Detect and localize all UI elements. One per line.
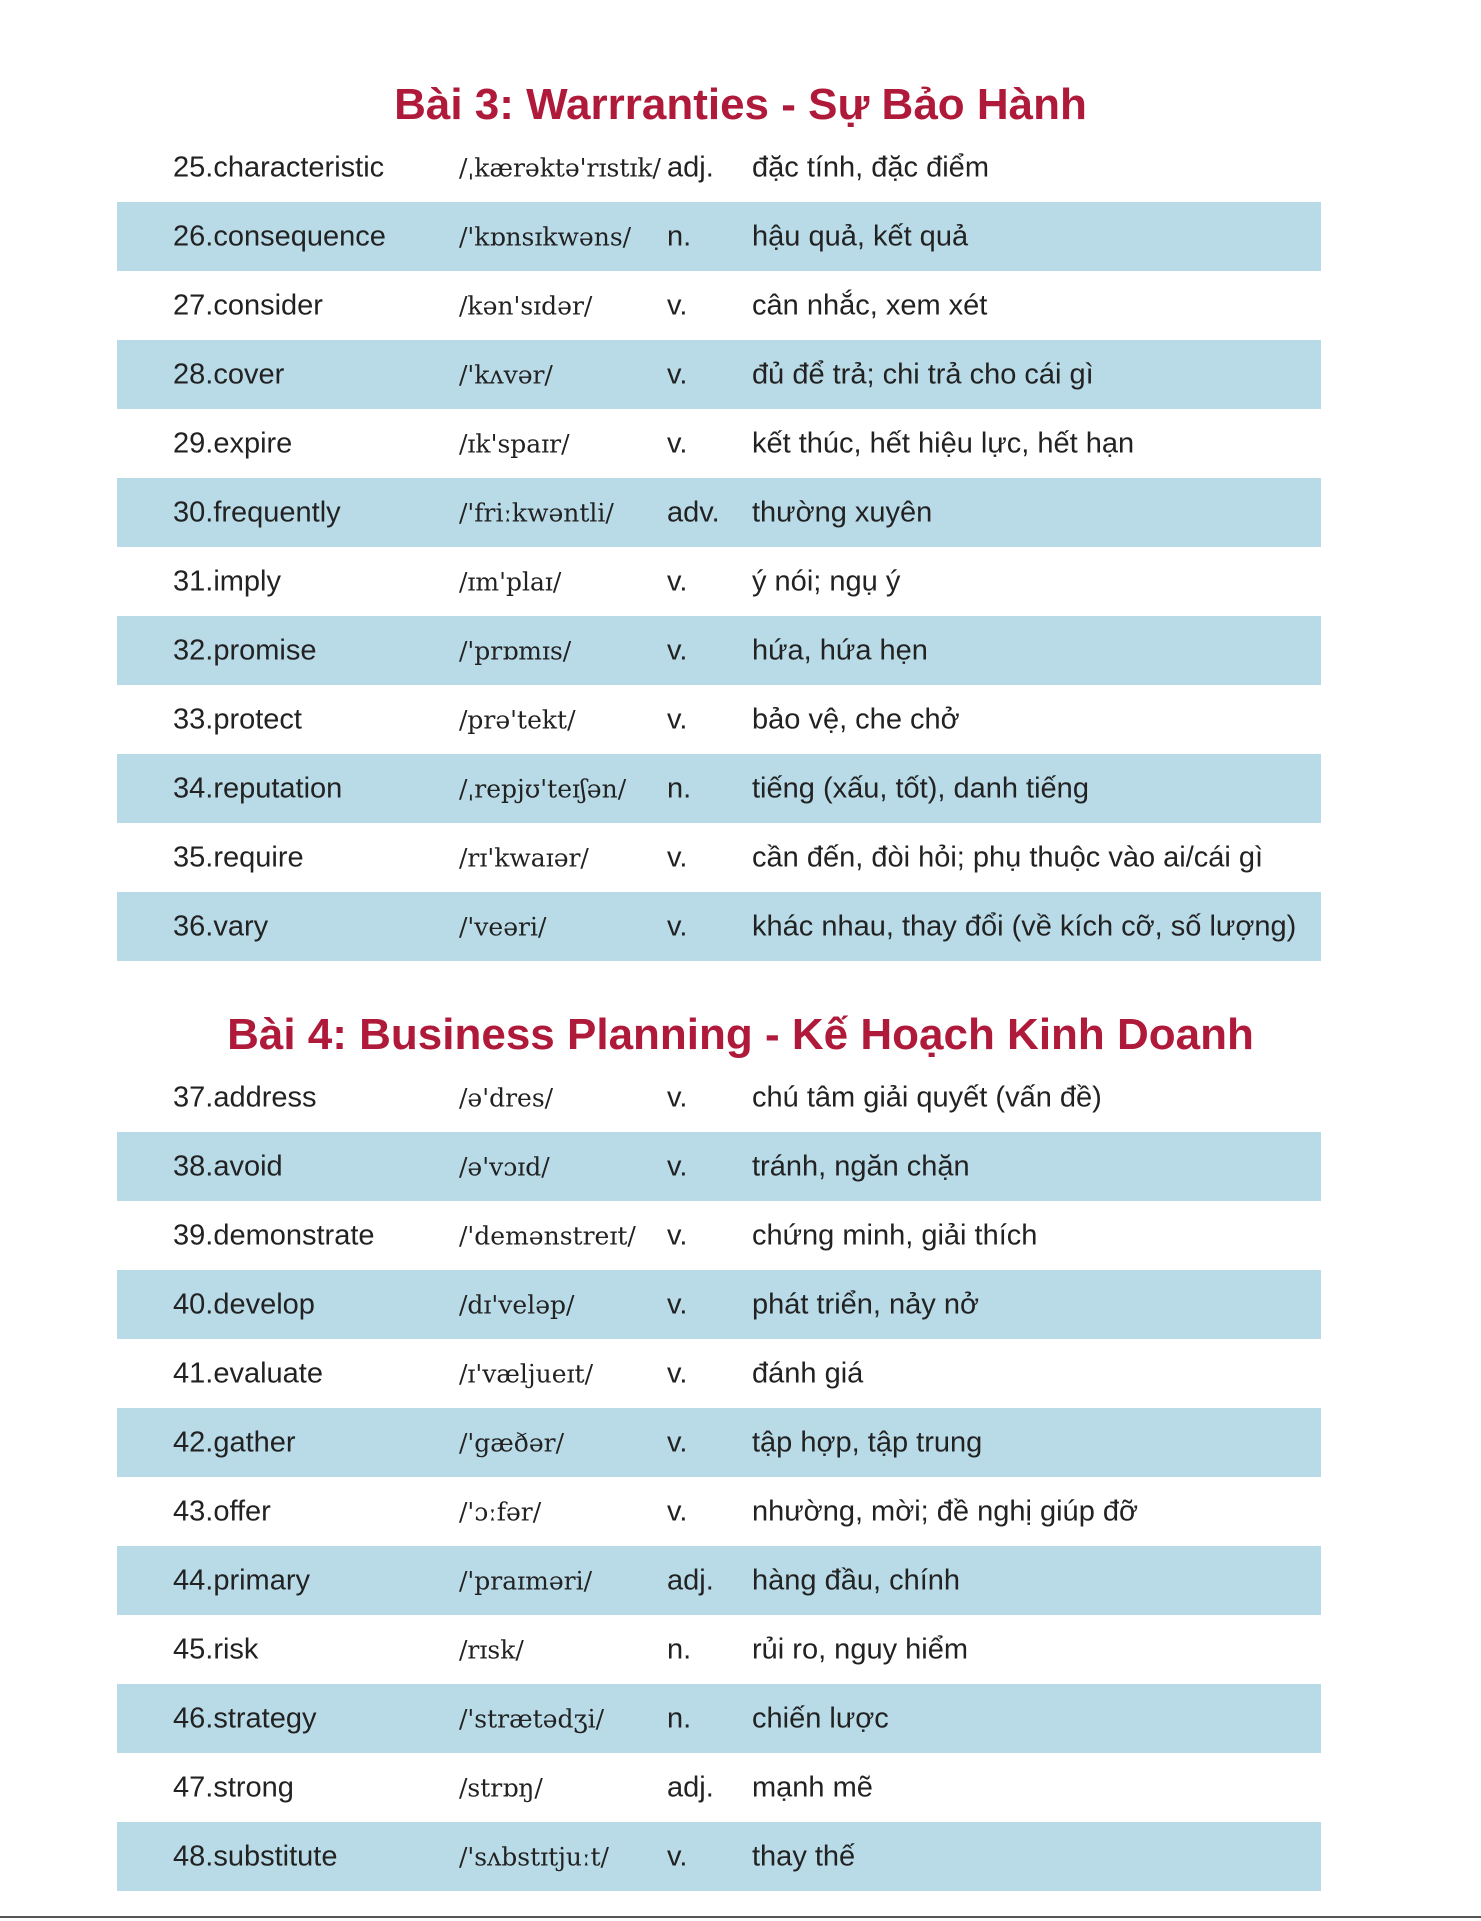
vocab-ipa: /dɪ'veləp/ [459,1290,575,1319]
vocab-meaning: chiến lược [752,1702,889,1734]
vocab-meaning: đủ để trả; chi trả cho cái gì [752,358,1094,390]
vocab-term: gather [213,1426,296,1458]
vocab-row [117,1546,1321,1615]
vocab-word [173,151,384,184]
vocab-ipa: /'sʌbstɪtjuːt/ [459,1842,609,1871]
vocab-part-of-speech: v. [667,910,688,942]
vocab-meaning: đánh giá [752,1357,864,1389]
vocab-number: 32. [173,634,214,666]
vocab-part-of-speech: v. [667,841,688,873]
vocab-word [173,703,302,736]
vocab-row [117,478,1321,547]
vocab-part-of-speech: v. [667,565,688,597]
vocab-part-of-speech: adj. [667,151,714,183]
vocab-number: 25. [173,151,214,183]
vocab-number: 40. [173,1288,214,1320]
vocab-term: substitute [213,1840,338,1872]
vocab-number: 30. [173,496,214,528]
vocab-part-of-speech: adj. [667,1564,714,1596]
vocab-ipa: /prə'tekt/ [459,705,576,734]
vocab-ipa: /ˌrepjʊ'teɪʃən/ [459,774,627,803]
vocab-term: frequently [213,496,341,528]
vocab-word [173,1288,315,1321]
lesson-4-title: Bài 4: Business Planning - Kế Hoạch Kinh Doanh [227,1010,1254,1059]
vocab-part-of-speech: v. [667,1288,688,1320]
vocab-number: 45. [173,1633,214,1665]
vocab-word [173,220,386,253]
vocab-row [117,271,1321,340]
vocab-part-of-speech: v. [667,1495,688,1527]
vocab-word [173,565,281,598]
vocab-word [173,358,284,391]
vocab-ipa: /'prɒmɪs/ [459,636,572,665]
vocab-row [117,1753,1321,1822]
vocab-word [173,1702,317,1735]
vocab-word [173,841,304,874]
vocab-ipa: /ə'dres/ [459,1083,554,1112]
vocab-ipa: /'ɔːfər/ [459,1497,542,1526]
vocab-term: consequence [213,220,386,252]
vocab-part-of-speech: adv. [667,496,720,528]
vocab-word [173,1495,271,1528]
vocab-word [173,1564,310,1597]
vocab-meaning: chú tâm giải quyết (vấn đề) [752,1081,1102,1113]
vocab-ipa: /rɪ'kwaɪər/ [459,843,589,872]
vocab-part-of-speech: v. [667,358,688,390]
vocab-term: address [213,1081,317,1113]
vocab-term: vary [213,910,269,942]
vocab-term: strategy [213,1702,317,1734]
vocab-number: 28. [173,358,214,390]
vocab-meaning: thay thế [752,1840,856,1872]
vocab-ipa: /ɪk'spaɪr/ [459,429,570,458]
vocab-ipa: /'demənstreɪt/ [459,1221,636,1250]
vocab-row [117,1270,1321,1339]
vocab-part-of-speech: v. [667,634,688,666]
lesson-3-vocab-table [117,133,1321,961]
vocab-meaning: tránh, ngăn chặn [752,1150,970,1182]
vocab-part-of-speech: n. [667,1633,692,1665]
vocab-term: promise [213,634,317,666]
vocab-ipa: /'friːkwəntli/ [459,498,614,527]
vocab-term: offer [213,1495,271,1527]
vocab-term: demonstrate [213,1219,375,1251]
vocab-ipa: /ˌkærəktə'rɪstɪk/ [459,153,661,182]
vocab-number: 41. [173,1357,214,1389]
vocab-term: consider [213,289,323,321]
vocab-term: expire [213,427,293,459]
vocab-row [117,1063,1321,1132]
vocab-number: 29. [173,427,214,459]
vocab-word [173,634,316,667]
vocab-word [173,1633,258,1666]
vocab-part-of-speech: n. [667,220,692,252]
vocab-meaning: hứa, hứa hẹn [752,634,928,666]
vocab-word [173,1840,337,1873]
vocab-row [117,1822,1321,1891]
vocab-number: 37. [173,1081,214,1113]
vocab-meaning: thường xuyên [752,496,933,528]
vocab-part-of-speech: v. [667,1150,688,1182]
vocab-term: strong [213,1771,294,1803]
vocab-number: 26. [173,220,214,252]
vocab-row [117,202,1321,271]
vocab-term: characteristic [213,151,385,183]
vocab-row [117,1477,1321,1546]
vocab-term: avoid [213,1150,283,1182]
vocab-row [117,340,1321,409]
vocab-term: require [213,841,304,873]
bottom-divider [0,1916,1481,1918]
vocab-part-of-speech: n. [667,772,692,804]
vocab-meaning: hậu quả, kết quả [752,220,969,252]
vocab-word [173,910,268,943]
vocab-row [117,547,1321,616]
vocab-ipa: /'gæðər/ [459,1428,565,1457]
vocab-meaning: ý nói; ngụ ý [752,565,901,597]
vocab-row [117,1132,1321,1201]
vocab-row [117,754,1321,823]
vocab-term: evaluate [213,1357,323,1389]
vocab-meaning: chứng minh, giải thích [752,1219,1038,1251]
vocab-number: 46. [173,1702,214,1734]
vocab-number: 44. [173,1564,214,1596]
vocab-word [173,772,342,805]
vocab-part-of-speech: v. [667,1219,688,1251]
vocab-meaning: kết thúc, hết hiệu lực, hết hạn [752,427,1135,459]
vocab-number: 38. [173,1150,214,1182]
vocab-word [173,1081,317,1114]
vocab-meaning: mạnh mẽ [752,1771,873,1803]
vocab-part-of-speech: v. [667,289,688,321]
vocab-number: 33. [173,703,214,735]
vocab-ipa: /kən'sɪdər/ [459,291,593,320]
vocab-number: 35. [173,841,214,873]
vocab-term: protect [213,703,302,735]
vocab-number: 48. [173,1840,214,1872]
vocab-ipa: /ɪ'væljueɪt/ [459,1359,594,1388]
vocab-part-of-speech: v. [667,703,688,735]
vocab-meaning: phát triển, nảy nở [752,1288,979,1320]
vocab-row [117,823,1321,892]
vocab-word [173,1357,323,1390]
vocab-meaning: tập hợp, tập trung [752,1426,983,1458]
vocab-meaning: đặc tính, đặc điểm [752,151,989,183]
vocab-ipa: /rɪsk/ [459,1635,524,1664]
vocab-ipa: /'veəri/ [459,912,547,941]
vocab-term: cover [213,358,285,390]
vocab-number: 34. [173,772,214,804]
vocab-ipa: /'kɒnsɪkwəns/ [459,222,632,251]
vocab-number: 36. [173,910,214,942]
vocab-part-of-speech: v. [667,1426,688,1458]
vocab-row [117,133,1321,202]
vocab-row [117,1339,1321,1408]
vocab-row [117,1615,1321,1684]
vocab-word [173,427,292,460]
lesson-4-vocab-table [117,1063,1321,1891]
vocab-meaning: hàng đầu, chính [752,1564,961,1596]
vocab-term: risk [213,1633,259,1665]
vocab-number: 43. [173,1495,214,1527]
vocab-row [117,685,1321,754]
vocab-word [173,1150,283,1183]
vocab-meaning: bảo vệ, che chở [752,703,960,735]
vocab-row [117,1408,1321,1477]
vocab-word [173,496,341,529]
vocab-term: reputation [213,772,343,804]
vocab-ipa: /ɪm'plaɪ/ [459,567,562,596]
vocab-meaning: rủi ro, nguy hiểm [752,1633,968,1665]
vocab-part-of-speech: adj. [667,1771,714,1803]
vocab-number: 39. [173,1219,214,1251]
vocab-word [173,1771,294,1804]
vocab-row [117,409,1321,478]
vocab-part-of-speech: v. [667,427,688,459]
vocab-term: imply [213,565,281,597]
vocab-meaning: khác nhau, thay đổi (về kích cỡ, số lượng) [752,910,1297,942]
vocab-meaning: cần đến, đòi hỏi; phụ thuộc vào ai/cái gì [752,841,1264,873]
vocab-part-of-speech: v. [667,1081,688,1113]
vocab-meaning: tiếng (xấu, tốt), danh tiếng [752,772,1089,804]
vocab-term: develop [213,1288,315,1320]
vocab-row [117,1684,1321,1753]
vocab-part-of-speech: n. [667,1702,692,1734]
vocab-word [173,1219,375,1252]
vocab-term: primary [213,1564,310,1596]
lesson-3-title: Bài 3: Warrranties - Sự Bảo Hành [394,80,1087,129]
vocab-ipa: /'praɪməri/ [459,1566,593,1595]
vocab-row [117,1201,1321,1270]
vocab-number: 27. [173,289,214,321]
vocab-row [117,892,1321,961]
vocab-number: 42. [173,1426,214,1458]
vocab-number: 31. [173,565,214,597]
vocab-ipa: /'kʌvər/ [459,360,553,389]
vocab-word [173,289,323,322]
vocab-part-of-speech: v. [667,1357,688,1389]
vocab-ipa: /strɒŋ/ [459,1773,543,1802]
vocab-word [173,1426,296,1459]
vocab-meaning: nhường, mời; đề nghị giúp đỡ [752,1495,1139,1527]
vocab-ipa: /'strætədʒi/ [459,1704,604,1733]
vocab-ipa: /ə'vɔɪd/ [459,1152,550,1181]
vocab-meaning: cân nhắc, xem xét [752,289,988,321]
vocab-part-of-speech: v. [667,1840,688,1872]
vocab-number: 47. [173,1771,214,1803]
vocab-row [117,616,1321,685]
